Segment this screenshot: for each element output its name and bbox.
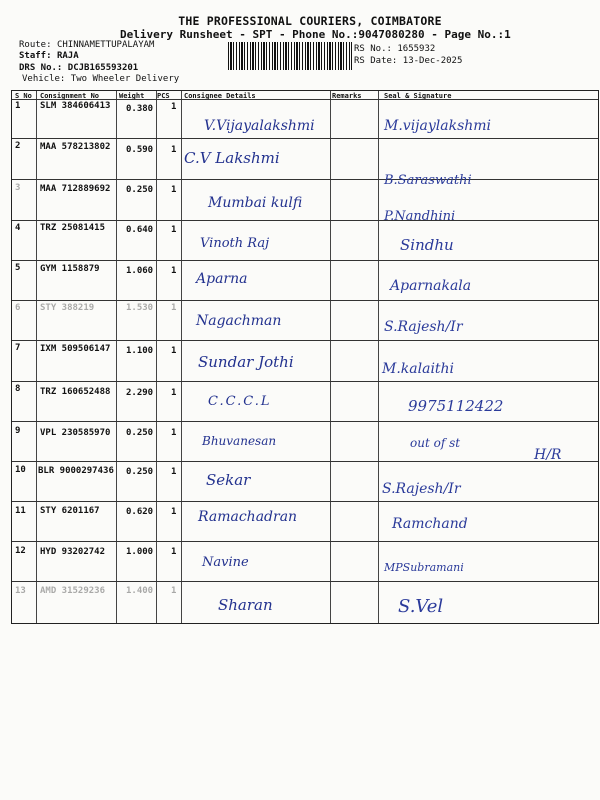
row-5-pcs: 1: [171, 266, 177, 276]
row-12-consignment: HYD 93202742: [40, 547, 106, 557]
document-title: THE PROFESSIONAL COURIERS, COIMBATORE: [178, 14, 442, 28]
rs-number-line: RS No.: 1655932: [354, 44, 436, 54]
row-3-pcs: 1: [171, 185, 177, 195]
row-7-sno: 7: [15, 343, 21, 353]
row-11-weight: 0.620: [126, 507, 154, 517]
row-13-consignment: AMD 31529236: [40, 586, 106, 596]
row-5-sno: 5: [15, 263, 21, 273]
staff-line: Staff: RAJA: [19, 51, 79, 61]
row-12-consignee-handwriting: Navine: [202, 555, 249, 570]
row-8-pcs: 1: [171, 388, 177, 398]
row-2-pcs: 1: [171, 145, 177, 155]
row-1-pcs: 1: [171, 102, 177, 112]
row-7-weight: 1.100: [126, 346, 154, 356]
margin-note: H/R: [534, 447, 562, 463]
row-5-consignee-handwriting: Aparna: [196, 271, 248, 287]
row-3-weight: 0.250: [126, 185, 154, 195]
row-9-consignment: VPL 230585970: [40, 428, 111, 438]
row-6-consignment: STY 388219: [40, 303, 95, 313]
row-8-signature: 9975112422: [408, 397, 504, 415]
row-11-signature: Ramchand: [392, 516, 468, 532]
row-13-pcs: 1: [171, 586, 177, 596]
header-consignment-no: Consignment No: [40, 92, 100, 100]
header-weight: Weight: [119, 92, 145, 100]
row-5-signature: Aparnakala: [390, 278, 472, 294]
row-2-consignee-handwriting: C.V Lakshmi: [184, 149, 280, 167]
row-3-extra-signature: P.Nandhini: [384, 209, 456, 224]
row-4-weight: 0.640: [126, 225, 154, 235]
header-pcs: PCS: [157, 92, 170, 100]
row-6-weight: 1.530: [126, 303, 154, 313]
row-13-consignee-handwriting: Sharan: [218, 596, 273, 614]
row-13-signature: S.Vel: [398, 596, 444, 617]
row-10-weight: 0.250: [126, 467, 154, 477]
row-10-pcs: 1: [171, 467, 177, 477]
row-10-consignee-handwriting: Sekar: [206, 471, 251, 489]
row-8-sno: 8: [15, 384, 21, 394]
header-consignee-details: Consignee Details: [184, 92, 256, 100]
row-7-signature: M.kalaithi: [382, 361, 455, 377]
header-sno: S No: [15, 92, 32, 100]
row-13-sno: 13: [15, 586, 26, 596]
barcode-image: [228, 42, 352, 70]
route-line: Route: CHINNAMETTUPALAYAM: [19, 40, 155, 50]
header-remarks: Remarks: [332, 92, 362, 100]
row-11-sno: 11: [15, 506, 26, 516]
row-10-signature: S.Rajesh/Ir: [382, 481, 461, 497]
row-12-sno: 12: [15, 546, 26, 556]
row-6-sno: 6: [15, 303, 21, 313]
row-6-signature: S.Rajesh/Ir: [384, 319, 463, 335]
row-10-sno: 10: [15, 465, 26, 475]
row-4-consignee-handwriting: Vinoth Raj: [200, 236, 270, 251]
row-4-consignment: TRZ 25081415: [40, 223, 106, 233]
row-3-consignment: MAA 712889692: [40, 184, 111, 194]
rs-date-line: RS Date: 13-Dec-2025: [354, 56, 463, 66]
row-5-weight: 1.060: [126, 266, 154, 276]
row-9-weight: 0.250: [126, 428, 154, 438]
row-10-consignment: BLR 9000297436: [38, 466, 114, 476]
row-3-sno: 3: [15, 183, 21, 193]
row-11-pcs: 1: [171, 507, 177, 517]
row-9-signature: out of st: [410, 436, 461, 450]
row-2-consignment: MAA 578213802: [40, 142, 111, 152]
row-11-consignment: STY 6201167: [40, 506, 100, 516]
row-9-sno: 9: [15, 426, 21, 436]
row-4-sno: 4: [15, 223, 21, 233]
row-1-consignee-handwriting: V.Vijayalakshmi: [204, 118, 315, 134]
row-4-pcs: 1: [171, 225, 177, 235]
row-12-weight: 1.000: [126, 547, 154, 557]
row-5-consignment: GYM 1158879: [40, 264, 100, 274]
runsheet-table: [11, 90, 599, 624]
row-8-consignee-handwriting: C.C.C.L: [208, 394, 272, 409]
row-3-consignee-handwriting: Mumbai kulfi: [208, 195, 303, 211]
row-2-sno: 2: [15, 141, 21, 151]
row-1-weight: 0.380: [126, 104, 154, 114]
row-8-consignment: TRZ 160652488: [40, 387, 111, 397]
row-7-pcs: 1: [171, 346, 177, 356]
row-7-consignee-handwriting: Sundar Jothi: [198, 353, 294, 371]
row-8-weight: 2.290: [126, 388, 154, 398]
row-7-consignment: IXM 509506147: [40, 344, 111, 354]
row-2-weight: 0.590: [126, 145, 154, 155]
row-9-consignee-handwriting: Bhuvanesan: [202, 434, 277, 448]
row-1-sno: 1: [15, 101, 21, 111]
row-4-signature: Sindhu: [400, 236, 454, 254]
row-11-consignee-handwriting: Ramachadran: [198, 509, 298, 525]
row-6-consignee-handwriting: Nagachman: [196, 313, 282, 329]
document-subtitle: Delivery Runsheet - SPT - Phone No.:9047080280 - Page No.:1: [120, 28, 511, 41]
row-3-signature: B.Saraswathi: [384, 173, 472, 188]
row-13-weight: 1.400: [126, 586, 154, 596]
row-1-signature: M.vijaylakshmi: [384, 118, 492, 134]
row-9-pcs: 1: [171, 428, 177, 438]
drs-line: DRS No.: DCJB165593201: [19, 63, 139, 73]
row-1-consignment: SLM 384606413: [40, 101, 111, 111]
row-6-pcs: 1: [171, 303, 177, 313]
header-seal-signature: Seal & Signature: [384, 92, 452, 100]
row-12-pcs: 1: [171, 547, 177, 557]
row-12-signature: MPSubramani: [384, 561, 464, 574]
vehicle-line: Vehicle: Two Wheeler Delivery: [22, 74, 180, 84]
